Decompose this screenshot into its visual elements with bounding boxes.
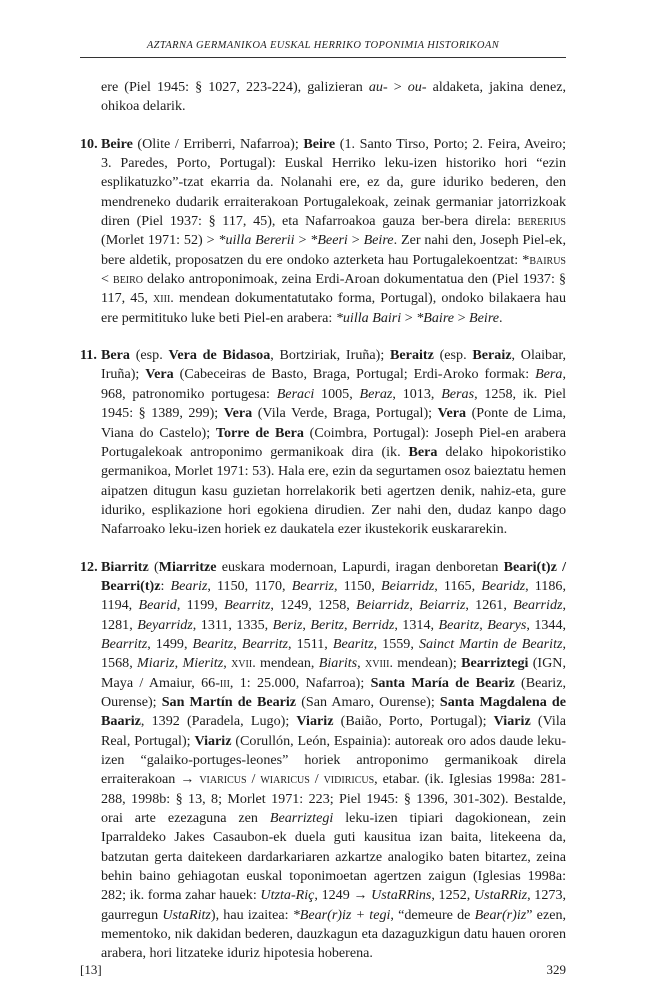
entry-text: Biarritz (Miarritze euskara modernoan, Lapurdi, iragan denboretan Beari(t)z / Bearri(t)z: Beariz, 1150, 1170, Bearriz, 1150, Beiarridz, 1165, Bearidz, 1186, 1194, Bearid, 1199, Bearritz, 1249, 1258, Beiarridz, Beiarriz, 1261, Bearridz, 1281, Beyarridz, 1311, 1335, Beriz, Beritz, Berridz, 1314, Bearitz, Bearys, 1344, Bearritz, 1499, Bearitz, Bearritz, 1511, Bearitz, 1559, Sainct Martin de Bearitz, 1568, Miariz, Mieritz, xvii. mendean, Biarits, xviii. mendean); Bearriztegi (IGN, Maya / Amaiur, 66-iii, 1: 25.000, Nafarroa); Santa María de Beariz (Beariz, Ourense); San Martín de Beariz (San Amaro, Ourense); Santa Magdalena de Baariz, 1392 (Paradela, Lugo); Viariz (Baião, Porto, Portugal); Viariz (Vila Real, Portugal); Viariz (Corullón, León, Espainia): autoreak oro ados daude leku-izen “galaiko-portuges-leones” horiek antroponimo germanikoak direla erraiterakoan → viaricus / wiaricus / vidiricus, etabar. (ik. Iglesias 1998a: 281-288, 1998b: § 13, 8; Morlet 1971: 223; Piel 1945: § 1396, 301-302). Bestalde, orai arte ezezaguna zen Bearriztegi leku-izen tipiari dagokionean, zein Iparraldeko Jakes Casaubon-ek duela guti kausitua izan baita, litekeena da, batzutan gerta daitekeen dardarkariaren azkartze analogiko baten bitartez, zeina behin baino gehiagotan euskal toponimoetan agertzen zaigun (Iglesias 1998a: 282; ik. forma zahar hauek: Utzta-Riç, 1249 → UstaRRins, 1252, UstaRRiz, 1273, gaurregun UstaRitz), hau izaitea: *Bear(r)iz + tegi, “demeure de Bear(r)iz” ezen, mementoko, nik dakidan bederen, dauzkagun eta dazaguzkigun datu hauen ororen arabera, hori litzateke iduriz hipotesia hoberena. (101, 558, 567, 962)
continuation-paragraph: ere (Piel 1945: § 1027, 223-224), galizieran au- > ou- aldaketa, jakina denez, ohikoa delarik. (101, 79, 566, 115)
page-number: 329 (546, 962, 566, 977)
entry-12 (80, 558, 567, 964)
entry-number: 11. (80, 347, 97, 364)
entry-10 (80, 135, 566, 328)
entry-text: Beire (Olite / Erriberri, Nafarroa); Beire (1. Santo Tirso, Porto; 2. Feira, Aveiro; 3. Paredes, Porto, Portugal): Euskal Herriko leku-izen historiko hori “ezin esplikatuzko”-tzat ekarria da. Nolanahi ere, ez da, gure iduriko bederen, den mendreneko dudarik erraiterakoan Portugalekoak, zeinak germaniar jatorrizkoak diren (Piel 1937: § 117, 45), eta Nafarroakoa gauza ber-bera direla: bererius (Morlet 1971: 52) > *uilla Bererii > *Beeri > Beire. Zer nahi den, Joseph Piel-ek, bere aldetik, proposatzen du ere ondoko azterketa hau Portugalekoentzat: *bairus < beiro delako antroponimoak, zeina Erdi-Aroan dokumentatua den (Piel 1937: § 117, 45, xiii. mendean dokumentatutako forma, Portugal), ondoko bilakaera hau ere permitituko luke beti Piel-en arabera: *uilla Bairi > *Baire > Beire. (101, 135, 566, 326)
entry-number: 12. (80, 558, 98, 575)
page-body (80, 78, 566, 982)
entry-text: Bera (esp. Vera de Bidasoa, Bortziriak, Iruña); Beraitz (esp. Beraiz, Olaibar, Iruña); Vera (Cabeceiras de Basto, Braga, Portugal; Erdi-Aroko formak: Bera, 968, patronomiko portugesa: Beraci 1005, Beraz, 1013, Beras, 1258, ik. Piel 1945: § 1389, 299); Vera (Vila Verde, Braga, Portugal); Vera (Ponte de Lima, Viana do Castelo); Torre de Bera (Coimbra, Portugal): Joseph Piel-en arabera Portugalekoak antroponimo germanikoak dira (ik. Bera delako hipokoristiko germanikoa, Morlet 1971: 53). Hala ere, ezin da segurtamen osoz baieztatu hemen aipatzen ditugun kasu guzietan horrelakorik beti agertzen denik, nahiz-eta, gure iduriko, esplikazione hori egokiena dirudien. Zer nahi den, dudaz kanpo dago Nafarroako leku-izen horiek ez daukatela ezer ikustekorik euskararekin. (101, 347, 567, 538)
running-head: AZTARNA GERMANIKOA EUSKAL HERRIKO TOPONIMIA HISTORIKOAN (80, 40, 566, 58)
entry-11 (80, 346, 567, 539)
entry-number: 10. (80, 135, 98, 152)
footer-section-number: [13] (80, 962, 102, 977)
